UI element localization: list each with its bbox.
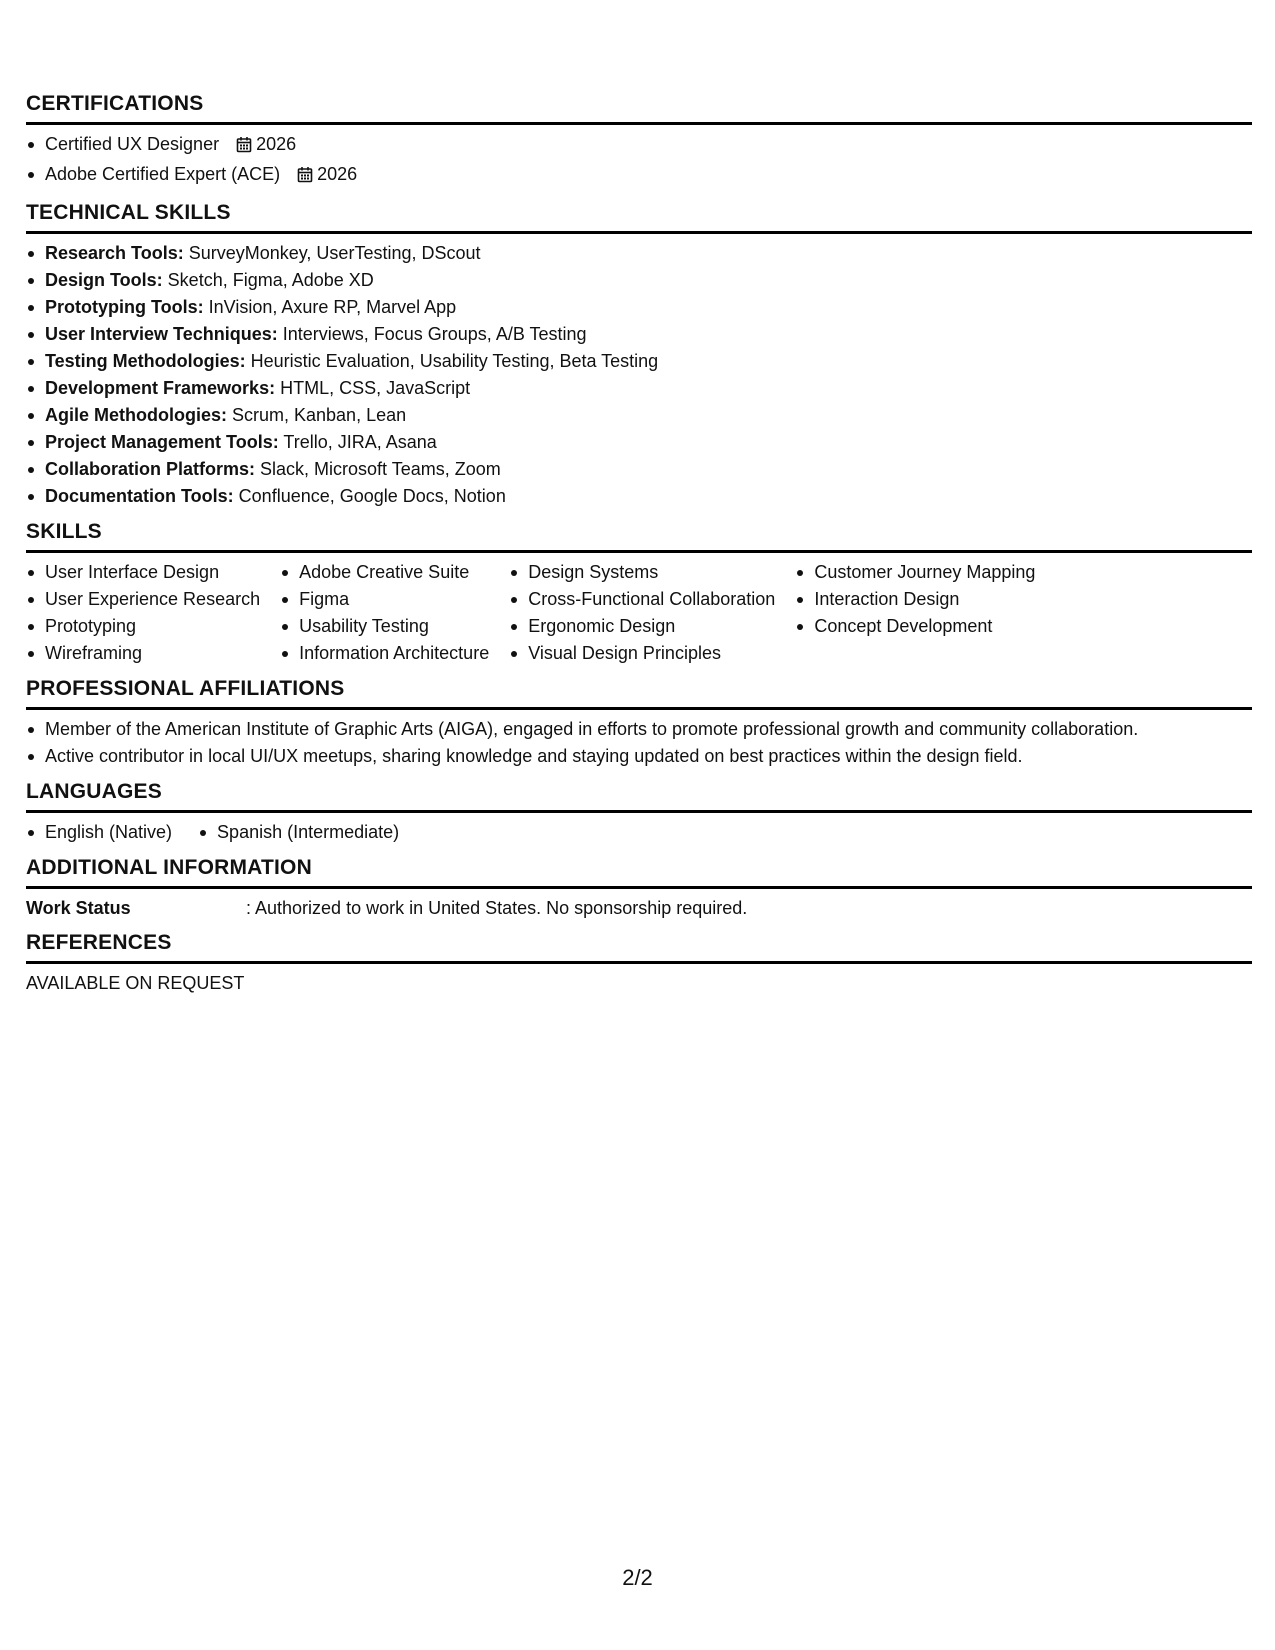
skill-value: Slack, Microsoft Teams, Zoom [255, 459, 501, 479]
skill-label: Collaboration Platforms: [45, 459, 256, 479]
list-item: Cross-Functional Collaboration [509, 586, 775, 613]
list-item [26, 161, 1252, 191]
page-number: 2/2 [622, 1565, 653, 1590]
skill-label: Research Tools: [45, 243, 184, 263]
list-item: Spanish (Intermediate) [198, 819, 399, 846]
skill-value: InVision, Axure RP, Marvel App [203, 297, 457, 317]
skills-column [509, 559, 775, 667]
skill-label: Documentation Tools: [45, 486, 234, 506]
skill-label: Testing Methodologies: [45, 351, 246, 371]
section-title: TECHNICAL SKILLS [26, 201, 1252, 234]
affiliations-section [26, 677, 1252, 770]
languages-list [26, 819, 1252, 846]
technical-skills-list [26, 240, 1252, 510]
work-status-label: Work Status [26, 898, 131, 918]
list-item: Figma [280, 586, 489, 613]
section-title: SKILLS [26, 520, 1252, 553]
list-item: Adobe Creative Suite [280, 559, 489, 586]
list-item [26, 456, 1252, 483]
certifications-section [26, 92, 1252, 191]
skill-label: Agile Methodologies: [45, 405, 227, 425]
references-text: AVAILABLE ON REQUEST [26, 973, 245, 993]
work-status-row [26, 895, 1252, 921]
list-item [26, 483, 1252, 510]
list-item: Wireframing [26, 640, 260, 667]
section-title: REFERENCES [26, 931, 1252, 964]
list-item [26, 267, 1252, 294]
skill-label: Project Management Tools: [45, 432, 279, 452]
section-title: ADDITIONAL INFORMATION [26, 856, 1252, 889]
list-item [26, 240, 1252, 267]
list-item: Ergonomic Design [509, 613, 775, 640]
certification-year: 2026 [317, 164, 358, 184]
list-item [26, 429, 1252, 456]
list-item [26, 348, 1252, 375]
list-item: Active contributor in local UI/UX meetups, sharing knowledge and staying updated on best practices within the design field. [26, 743, 1252, 770]
section-title: LANGUAGES [26, 780, 1252, 813]
list-item: Visual Design Principles [509, 640, 775, 667]
additional-info-section [26, 856, 1252, 921]
skill-label: Design Tools: [45, 270, 163, 290]
certifications-list [26, 131, 1252, 191]
section-title: CERTIFICATIONS [26, 92, 1252, 125]
skills-column [280, 559, 489, 667]
skill-value: Trello, JIRA, Asana [278, 432, 437, 452]
list-item: Member of the American Institute of Graphic Arts (AIGA), engaged in efforts to promote professional growth and community collaboration. [26, 716, 1252, 743]
skill-label: Development Frameworks: [45, 378, 276, 398]
skill-label: Prototyping Tools: [45, 297, 204, 317]
list-item [26, 321, 1252, 348]
skill-value: Confluence, Google Docs, Notion [233, 486, 506, 506]
references-section [26, 931, 1252, 996]
list-item: Prototyping [26, 613, 260, 640]
skill-value: HTML, CSS, JavaScript [275, 378, 471, 398]
calendar-icon [236, 134, 252, 161]
languages-section [26, 780, 1252, 846]
certification-name: Adobe Certified Expert (ACE) [45, 164, 281, 184]
list-item [26, 402, 1252, 429]
skill-value: SurveyMonkey, UserTesting, DScout [183, 243, 481, 263]
list-item [26, 375, 1252, 402]
certification-year: 2026 [256, 134, 297, 154]
resume-page [26, 92, 1252, 1006]
skill-value: Interviews, Focus Groups, A/B Testing [277, 324, 587, 344]
skill-value: Sketch, Figma, Adobe XD [162, 270, 374, 290]
list-item: Customer Journey Mapping [795, 559, 1035, 586]
list-item: Concept Development [795, 613, 1035, 640]
list-item: Information Architecture [280, 640, 489, 667]
affiliations-list [26, 716, 1252, 770]
skills-grid [26, 559, 1252, 667]
list-item: Interaction Design [795, 586, 1035, 613]
technical-skills-section [26, 201, 1252, 510]
skill-label: User Interview Techniques: [45, 324, 278, 344]
list-item: User Experience Research [26, 586, 260, 613]
calendar-icon [297, 164, 313, 191]
list-item: Usability Testing [280, 613, 489, 640]
skills-section [26, 520, 1252, 667]
certification-name: Certified UX Designer [45, 134, 220, 154]
skill-value: Heuristic Evaluation, Usability Testing, Beta Testing [245, 351, 659, 371]
list-item [26, 294, 1252, 321]
list-item: User Interface Design [26, 559, 260, 586]
skills-column [795, 559, 1035, 667]
section-title: PROFESSIONAL AFFILIATIONS [26, 677, 1252, 710]
work-status-value: : Authorized to work in United States. No sponsorship required. [246, 898, 748, 918]
list-item: Design Systems [509, 559, 775, 586]
skills-column [26, 559, 260, 667]
list-item [26, 131, 1252, 161]
list-item: English (Native) [26, 819, 172, 846]
skill-value: Scrum, Kanban, Lean [227, 405, 407, 425]
